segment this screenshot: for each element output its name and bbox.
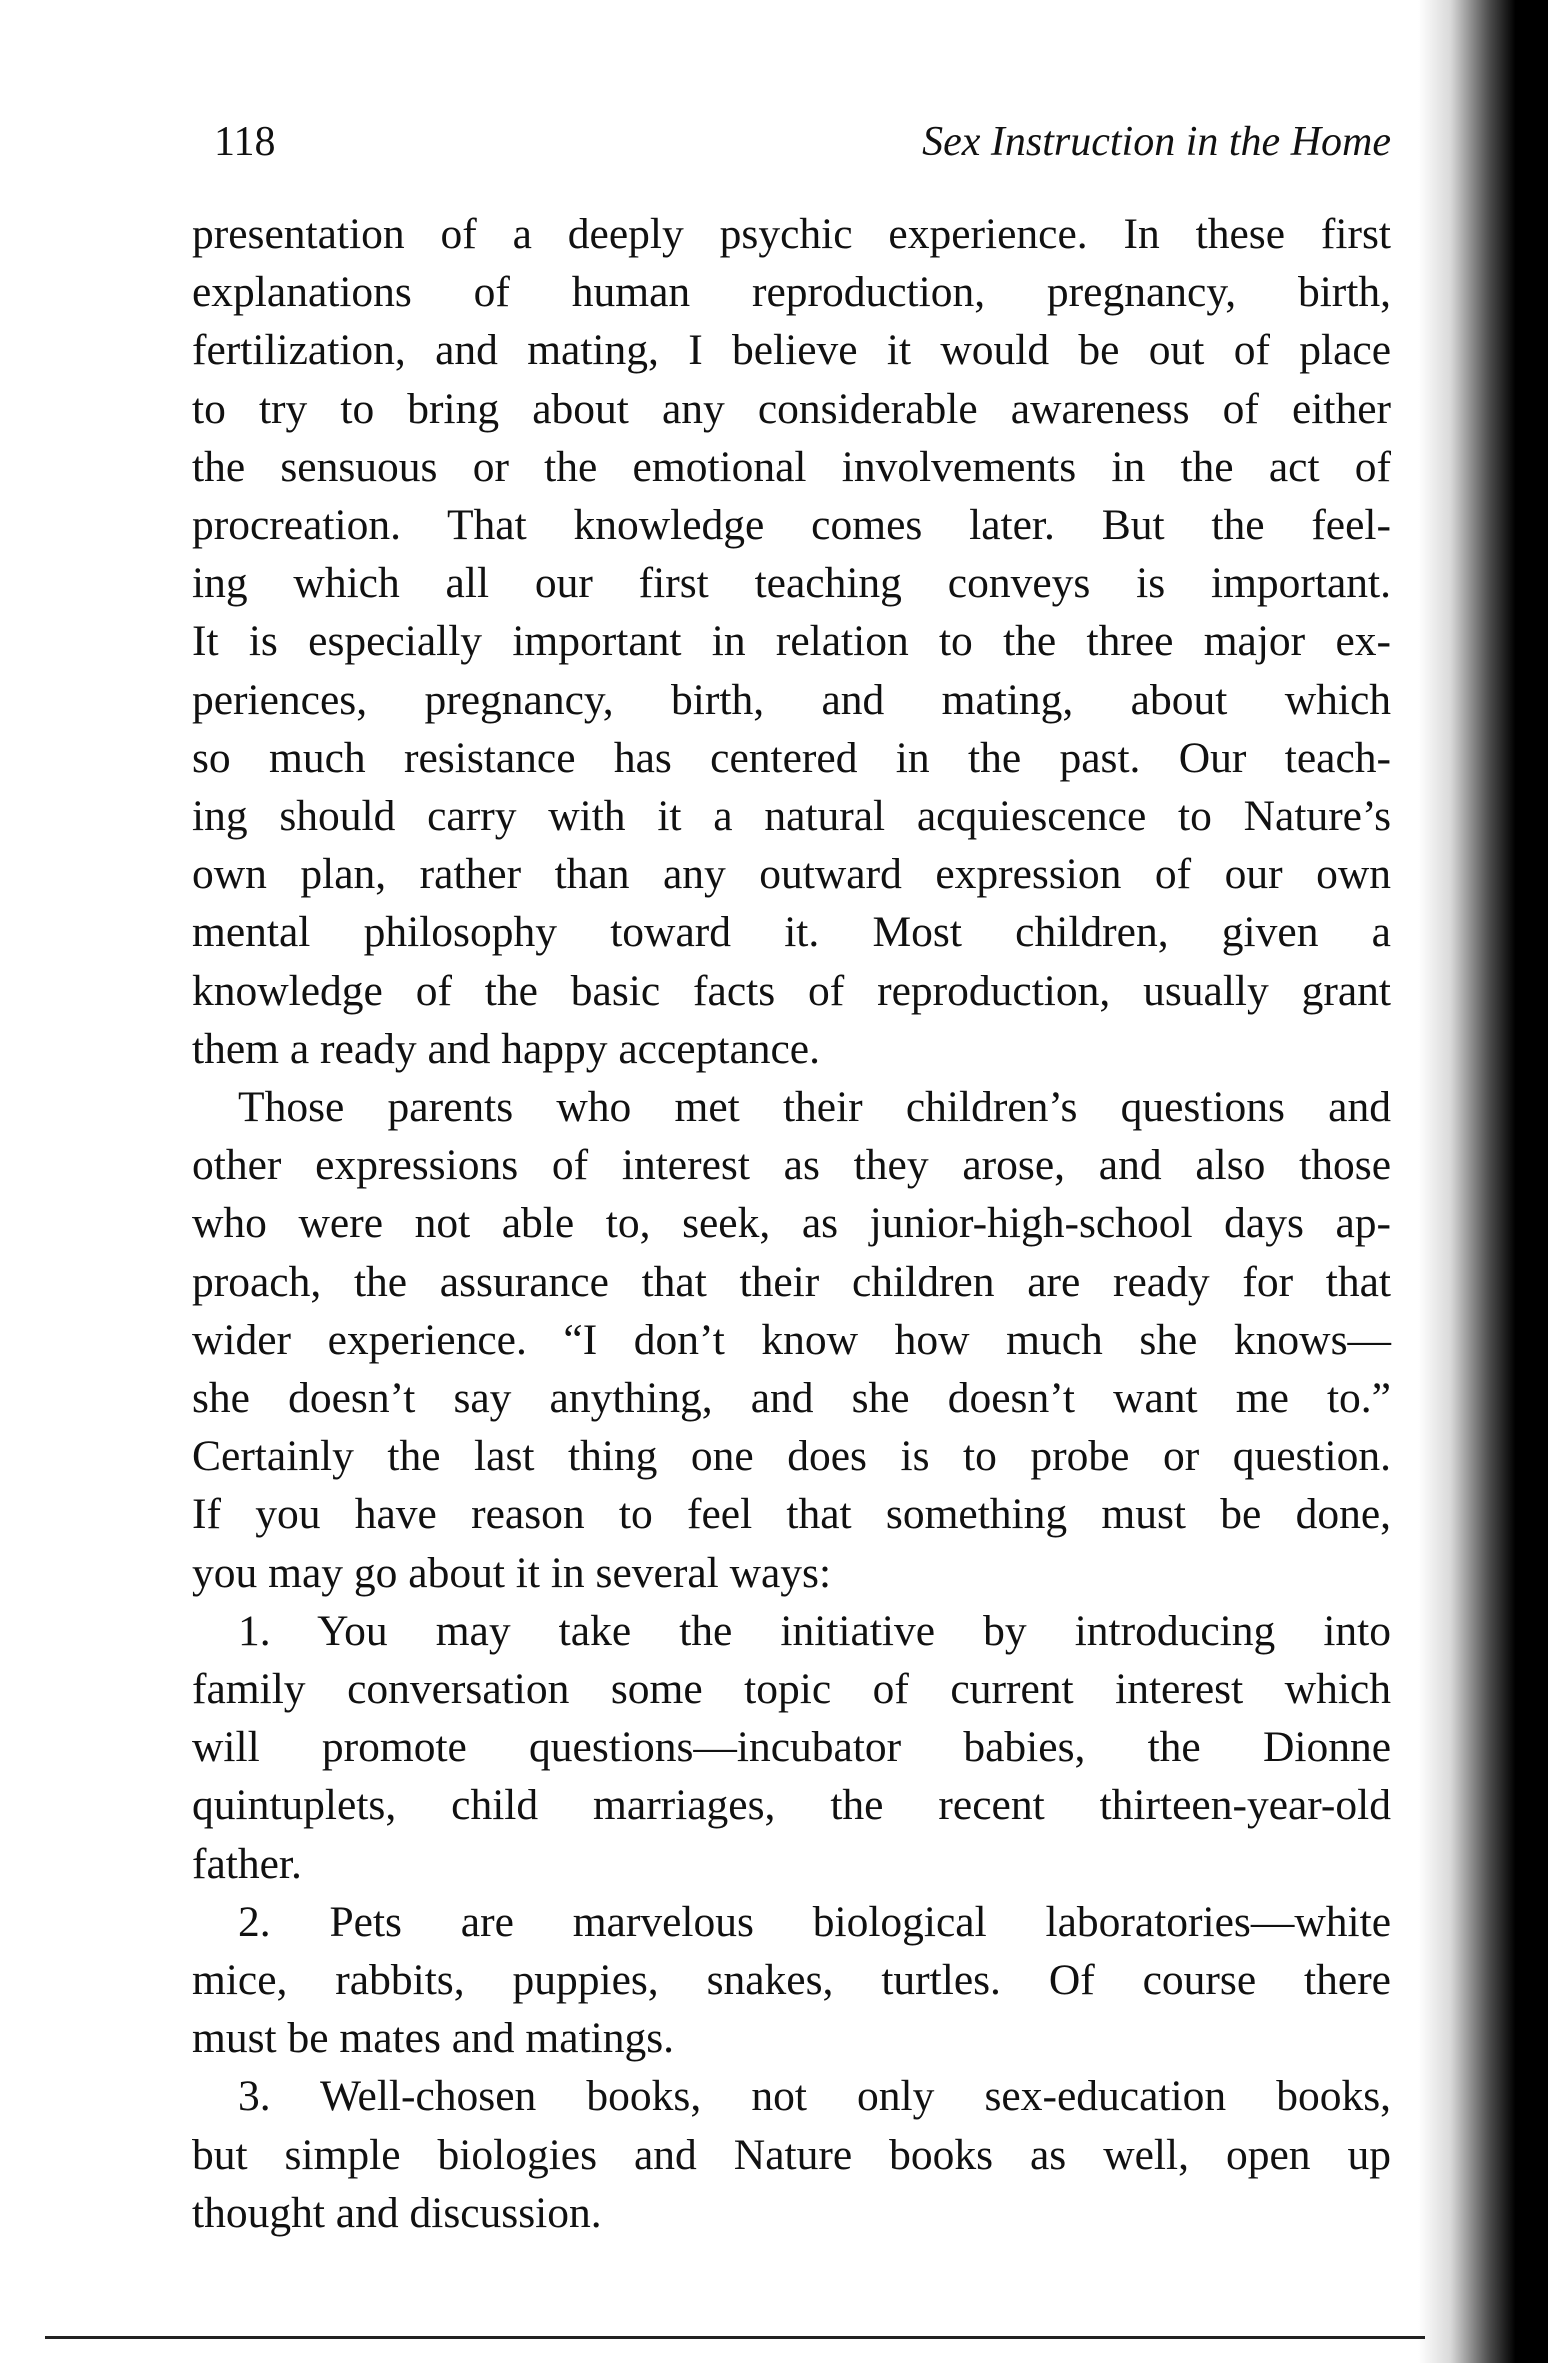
- text-line: will promote questions—incubator babies, the Dionne: [192, 1723, 1391, 1772]
- text-line: to try to bring about any considerable awareness of either: [192, 384, 1391, 433]
- text-line: so much resistance has centered in the past. Our teach-: [192, 733, 1391, 782]
- text-line: mental philosophy toward it. Most children, given a: [192, 908, 1391, 957]
- text-line: wider experience. “I don’t know how much she knows—: [192, 1315, 1391, 1364]
- text-line: It is especially important in relation to the three major ex-: [192, 617, 1391, 666]
- text-line: fertilization, and mating, I believe it would be out of place: [192, 326, 1391, 375]
- text-line: ing which all our first teaching conveys is important.: [192, 559, 1391, 608]
- text-line: father.: [192, 1839, 302, 1888]
- text-line: ing should carry with it a natural acquiescence to Nature’s: [192, 792, 1391, 840]
- text-line: knowledge of the basic facts of reproduction, usually grant: [192, 966, 1391, 1015]
- text-line: 2. Pets are marvelous biological laboratories—white: [238, 1897, 1391, 1946]
- text-line: them a ready and happy acceptance.: [192, 1024, 820, 1073]
- page-number: 118: [214, 119, 276, 165]
- text-line: quintuplets, child marriages, the recent thirteen-year-old: [192, 1781, 1391, 1830]
- binding-shadow: [1418, 0, 1548, 2363]
- bottom-rule: [45, 2336, 1425, 2339]
- text-line: family conversation some topic of current interest which: [192, 1665, 1391, 1713]
- text-line: presentation of a deeply psychic experience. In these first: [192, 210, 1391, 258]
- text-line: but simple biologies and Nature books as well, open up: [192, 2130, 1391, 2179]
- text-line: 1. You may take the initiative by introducing into: [238, 1606, 1391, 1655]
- text-line: thought and discussion.: [192, 2188, 602, 2237]
- text-line: she doesn’t say anything, and she doesn’t want me to.”: [192, 1374, 1391, 1422]
- text-line: explanations of human reproduction, pregnancy, birth,: [192, 268, 1391, 317]
- text-line: If you have reason to feel that something must be done,: [192, 1490, 1391, 1539]
- text-line: Those parents who met their children’s questions and: [238, 1083, 1391, 1131]
- text-line: the sensuous or the emotional involvements in the act of: [192, 442, 1391, 491]
- text-line: periences, pregnancy, birth, and mating, about which: [192, 675, 1391, 724]
- text-line: own plan, rather than any outward expression of our own: [192, 850, 1391, 899]
- text-line: other expressions of interest as they arose, and also those: [192, 1141, 1391, 1190]
- text-line: mice, rabbits, puppies, snakes, turtles. Of course there: [192, 1956, 1391, 2004]
- text-line: you may go about it in several ways:: [192, 1548, 832, 1597]
- text-line: must be mates and matings.: [192, 2014, 675, 2063]
- text-line: who were not able to, seek, as junior-high-school days ap-: [192, 1199, 1391, 1248]
- running-title: Sex Instruction in the Home: [922, 119, 1391, 165]
- text-line: procreation. That knowledge comes later. But the feel-: [192, 501, 1391, 549]
- text-line: 3. Well-chosen books, not only sex-education books,: [238, 2072, 1391, 2121]
- text-line: proach, the assurance that their children are ready for that: [192, 1257, 1391, 1306]
- text-line: Certainly the last thing one does is to probe or question.: [192, 1432, 1391, 1481]
